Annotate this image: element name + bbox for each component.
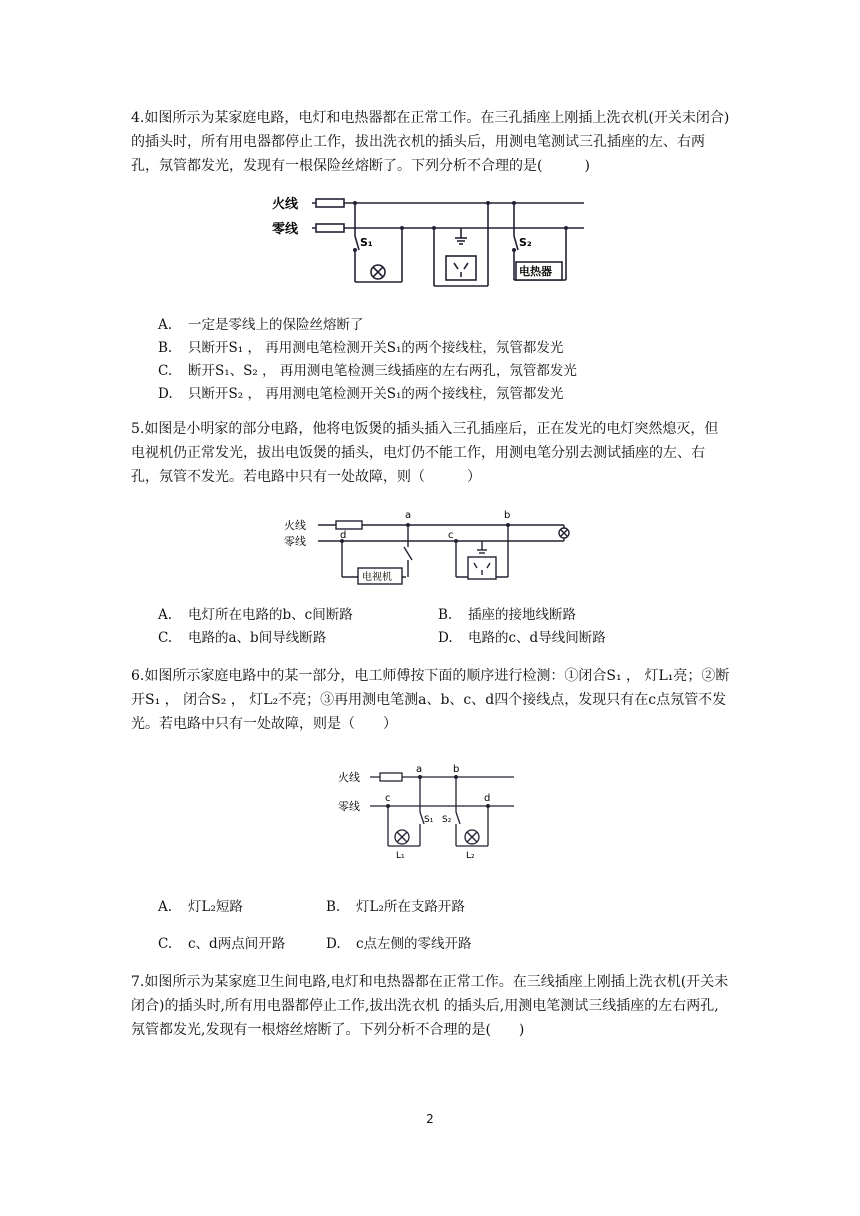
point-c-label: c [448,530,454,541]
question-7-stem: 7.如图所示为某家庭卫生间电路,电灯和电热器都在正常工作。在三线插座上刚插上洗衣机(开关未闭合)的插头时,所有用电器都停止工作,拔出洗衣机 的插头后,用测电笔测试三线插座的左右两孔,氖管都发光,发现有一根熔丝熔断了。下列分析不合理的是( ) [131,974,729,1038]
question-7 [131,970,731,1042]
option-key: D. [158,386,173,402]
question-5-option-d[interactable] [438,627,606,649]
option-text: 断开S₁、S₂ ， 再用测电笔检测三线插座的左右两孔，氖管都发光 [188,363,577,379]
option-text: 灯L₂短路 [188,899,243,915]
point-b-label: b [504,510,511,521]
point-d-label: d [340,530,347,541]
option-text: c点左侧的零线开路 [356,936,472,952]
question-6-option-b[interactable] [326,896,465,918]
option-text: 只断开S₂ ， 再用测电笔检测开关S₁的两个接线柱，氖管都发光 [188,386,564,402]
neutral-wire-label: 零线 [284,535,306,548]
question-6-stem: 6.如图所示家庭电路中的某一部分，电工师傅按下面的顺序进行检测：①闭合S₁ ， 灯L₁亮；②断开S₁ ， 闭合S₂ ， 灯L₂不亮；③再用测电笔测a、b、c、d四个接线点，发现只有在c点氖管不发光。若电路中只有一处故障，则是（ ） [131,668,730,732]
switch-s2-label: S₂ [519,236,532,249]
question-6 [131,664,731,736]
question-6-option-c[interactable] [158,933,285,955]
neutral-wire-label: 零线 [338,800,360,813]
live-wire-label: 火线 [284,519,306,532]
option-key: C. [158,630,173,646]
option-key: B. [326,899,341,915]
option-text: 电路的c、d导线间断路 [468,630,606,646]
question-6-option-a[interactable] [158,896,243,918]
live-wire-label: 火线 [338,771,360,784]
question-5-option-b[interactable] [438,604,576,626]
option-key: D. [326,936,341,952]
option-key: B. [438,607,453,623]
question-4 [131,106,731,178]
option-key: A. [158,317,173,333]
point-c-label: c [385,793,391,804]
option-text: 插座的接地线断路 [468,607,576,623]
option-text: 灯L₂所在支路开路 [356,899,465,915]
switch-s2-label: S₂ [442,815,452,825]
tv-label: 电视机 [362,572,392,583]
question-5-option-a[interactable] [158,604,353,626]
question-5-stem: 5.如图是小明家的部分电路，他将电饭煲的插头插入三孔插座后，正在发光的电灯突然熄灭，但电视机仍正常发光，拔出电饭煲的插头，电灯仍不能工作，用测电笔分别去测试插座的左、右孔，氖管不发光。若电路中只有一处故障，则（ ） [131,421,719,485]
question-5 [131,417,731,489]
option-text: 只断开S₁ ， 再用测电笔检测开关S₁的两个接线柱，氖管都发光 [188,340,564,356]
question-5-circuit-diagram [282,505,578,585]
point-b-label: b [453,764,460,775]
question-4-option-c[interactable] [158,360,577,382]
question-4-option-a[interactable] [158,314,364,336]
question-4-option-b[interactable] [158,337,563,359]
option-key: A. [158,899,173,915]
point-a-label: a [405,510,412,521]
lamp-l1-label: L₁ [396,851,405,860]
question-5-option-c[interactable] [158,627,326,649]
switch-s1-label: S₁ [360,236,373,249]
lamp-l2-label: L₂ [466,851,475,860]
option-text: c、d两点间开路 [188,936,286,952]
option-key: D. [438,630,453,646]
option-text: 电灯所在电路的b、c间断路 [188,607,353,623]
switch-s1-label: S₁ [424,815,434,825]
option-key: B. [158,340,173,356]
option-key: C. [158,363,173,379]
question-6-option-d[interactable] [326,933,472,955]
point-d-label: d [484,793,491,804]
page-number: 2 [426,1112,434,1126]
question-6-circuit-diagram [336,760,520,860]
question-4-circuit-diagram [268,188,592,294]
option-text: 一定是零线上的保险丝熔断了 [188,317,364,333]
option-key: C. [158,936,173,952]
option-text: 电路的a、b间导线断路 [188,630,327,646]
question-4-option-d[interactable] [158,383,563,405]
option-key: A. [158,607,173,623]
question-4-stem: 4.如图所示为某家庭电路，电灯和电热器都在正常工作。在三孔插座上刚插上洗衣机(开关未闭合)的插头时，所有用电器都停止工作，拔出洗衣机的插头后，用测电笔测试三孔插座的左、右两孔，氖管都发光，发现有一根保险丝熔断了。下列分析不合理的是( ) [131,110,730,174]
live-wire-label: 火线 [272,197,299,212]
point-a-label: a [416,764,423,775]
neutral-wire-label: 零线 [272,222,299,237]
heater-label: 电热器 [519,265,552,278]
